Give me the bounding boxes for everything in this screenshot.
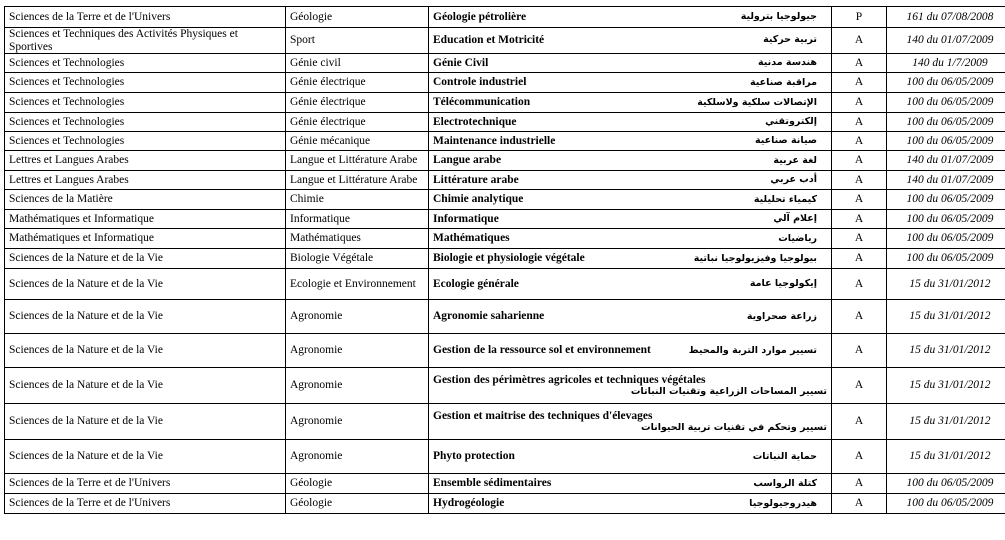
filiere-cell: Agronomie bbox=[286, 368, 429, 404]
specialty-fr: Génie Civil bbox=[433, 56, 489, 69]
specialty-fr: Gestion des périmètres agricoles et techniques végétales bbox=[433, 374, 706, 387]
specialty-ar: تسيير المساحات الزراعية وتقنيات النباتات bbox=[630, 385, 827, 397]
type-cell: A bbox=[832, 474, 887, 494]
domain-cell: Sciences de la Matière bbox=[5, 190, 286, 210]
reference-cell: 100 du 06/05/2009 bbox=[887, 474, 1005, 494]
specialty-ar: هندسة مدنية bbox=[758, 57, 817, 69]
specialty-cell bbox=[429, 474, 832, 494]
table-row bbox=[5, 494, 1005, 514]
filiere-cell: Agronomie bbox=[286, 404, 429, 440]
reference-cell: 15 du 31/01/2012 bbox=[887, 404, 1005, 440]
table-row bbox=[5, 73, 1005, 93]
filiere-cell: Génie civil bbox=[286, 54, 429, 73]
table-row bbox=[5, 404, 1005, 440]
domain-cell: Sciences de la Nature et de la Vie bbox=[5, 404, 286, 440]
table-row bbox=[5, 334, 1005, 368]
type-cell: A bbox=[832, 28, 887, 54]
specialty-ar: جيولوجيا بترولية bbox=[740, 10, 817, 22]
specialty-fr: Télécommunication bbox=[433, 96, 531, 109]
specialty-cell bbox=[429, 210, 832, 229]
domain-cell: Mathématiques et Informatique bbox=[5, 229, 286, 249]
domain-cell: Lettres et Langues Arabes bbox=[5, 151, 286, 171]
reference-cell: 100 du 06/05/2009 bbox=[887, 249, 1005, 269]
type-cell: A bbox=[832, 171, 887, 190]
domain-cell: Sciences et Technologies bbox=[5, 132, 286, 151]
domain-cell: Sciences et Technologies bbox=[5, 73, 286, 93]
specialty-cell bbox=[429, 93, 832, 113]
specialty-cell bbox=[429, 249, 832, 269]
specialty-ar: بيولوجيا وفيزيولوجيا نباتية bbox=[693, 252, 817, 264]
table-row bbox=[5, 474, 1005, 494]
filiere-cell: Géologie bbox=[286, 474, 429, 494]
specialty-cell bbox=[429, 269, 832, 300]
domain-cell: Sciences de la Terre et de l'Univers bbox=[5, 474, 286, 494]
table-row bbox=[5, 210, 1005, 229]
specialty-fr: Phyto protection bbox=[433, 450, 515, 463]
specialty-fr: Electrotechnique bbox=[433, 115, 517, 128]
domain-cell: Sciences et Technologies bbox=[5, 54, 286, 73]
table-row bbox=[5, 440, 1005, 474]
domain-cell: Sciences et Technologies bbox=[5, 93, 286, 113]
type-cell: A bbox=[832, 132, 887, 151]
table-row bbox=[5, 171, 1005, 190]
type-cell: A bbox=[832, 54, 887, 73]
table-row bbox=[5, 151, 1005, 171]
type-cell: A bbox=[832, 249, 887, 269]
specialty-cell bbox=[429, 494, 832, 514]
table-row bbox=[5, 93, 1005, 113]
specialty-fr: Géologie pétrolière bbox=[433, 10, 527, 23]
type-cell: A bbox=[832, 210, 887, 229]
specialty-fr: Biologie et physiologie végétale bbox=[433, 252, 585, 265]
table-row bbox=[5, 113, 1005, 132]
filiere-cell: Géologie bbox=[286, 494, 429, 514]
specialty-ar: إعلام آلي bbox=[773, 213, 817, 225]
reference-cell: 100 du 06/05/2009 bbox=[887, 494, 1005, 514]
specialty-ar: تسيير موارد التربة والمحيط bbox=[688, 344, 817, 356]
filiere-cell: Géologie bbox=[286, 7, 429, 28]
type-cell: A bbox=[832, 404, 887, 440]
specialty-fr: Mathématiques bbox=[433, 232, 510, 245]
filiere-cell: Informatique bbox=[286, 210, 429, 229]
domain-cell: Sciences de la Nature et de la Vie bbox=[5, 300, 286, 334]
filiere-cell: Génie électrique bbox=[286, 73, 429, 93]
filiere-cell: Biologie Végétale bbox=[286, 249, 429, 269]
specialty-fr: Hydrogéologie bbox=[433, 497, 505, 510]
reference-cell: 161 du 07/08/2008 bbox=[887, 7, 1005, 28]
filiere-cell: Génie électrique bbox=[286, 113, 429, 132]
type-cell: A bbox=[832, 93, 887, 113]
table-row bbox=[5, 54, 1005, 73]
type-cell: A bbox=[832, 300, 887, 334]
specialty-cell bbox=[429, 229, 832, 249]
specialty-ar: هيدروجيولوجيا bbox=[749, 497, 817, 509]
type-cell: A bbox=[832, 73, 887, 93]
filiere-cell: Ecologie et Environnement bbox=[286, 269, 429, 300]
filiere-cell: Langue et Littérature Arabe bbox=[286, 151, 429, 171]
table-row bbox=[5, 269, 1005, 300]
specialty-cell bbox=[429, 54, 832, 73]
domain-cell: Sciences de la Nature et de la Vie bbox=[5, 368, 286, 404]
specialty-fr: Gestion de la ressource sol et environnement bbox=[433, 344, 651, 357]
specialty-ar: زراعة صحراوية bbox=[746, 310, 817, 322]
specialty-cell bbox=[429, 171, 832, 190]
reference-cell: 100 du 06/05/2009 bbox=[887, 190, 1005, 210]
specialty-ar: إلكتروتقني bbox=[765, 116, 817, 128]
specialty-cell bbox=[429, 300, 832, 334]
specialty-ar: كتلة الرواسب bbox=[753, 477, 817, 489]
filiere-cell: Chimie bbox=[286, 190, 429, 210]
type-cell: A bbox=[832, 334, 887, 368]
specialty-fr: Gestion et maitrise des techniques d'élevages bbox=[433, 410, 653, 423]
reference-cell: 100 du 06/05/2009 bbox=[887, 93, 1005, 113]
reference-cell: 15 du 31/01/2012 bbox=[887, 334, 1005, 368]
table-row bbox=[5, 132, 1005, 151]
filiere-cell: Mathématiques bbox=[286, 229, 429, 249]
table-row bbox=[5, 7, 1005, 28]
reference-cell: 100 du 06/05/2009 bbox=[887, 113, 1005, 132]
specialty-cell bbox=[429, 334, 832, 368]
specialty-ar: أدب عربي bbox=[770, 174, 817, 186]
specialty-fr: Education et Motricité bbox=[433, 34, 545, 47]
specialty-cell bbox=[429, 151, 832, 171]
table-row bbox=[5, 300, 1005, 334]
type-cell: A bbox=[832, 229, 887, 249]
specialty-cell bbox=[429, 28, 832, 54]
table-row bbox=[5, 229, 1005, 249]
specialty-ar: حماية النباتات bbox=[752, 450, 817, 462]
table-row bbox=[5, 28, 1005, 54]
specialty-cell bbox=[429, 7, 832, 28]
filiere-cell: Langue et Littérature Arabe bbox=[286, 171, 429, 190]
filiere-cell: Génie électrique bbox=[286, 93, 429, 113]
specialty-fr: Ecologie générale bbox=[433, 277, 519, 290]
domain-cell: Sciences de la Nature et de la Vie bbox=[5, 269, 286, 300]
specialty-cell bbox=[429, 440, 832, 474]
type-cell: A bbox=[832, 269, 887, 300]
filiere-cell: Agronomie bbox=[286, 300, 429, 334]
domain-cell: Mathématiques et Informatique bbox=[5, 210, 286, 229]
specialty-cell bbox=[429, 132, 832, 151]
specialty-ar: صيانة صناعية bbox=[754, 135, 817, 147]
type-cell: A bbox=[832, 113, 887, 132]
specialty-cell bbox=[429, 404, 832, 440]
specialty-fr: Agronomie saharienne bbox=[433, 310, 545, 323]
domain-cell: Sciences et Techniques des Activités Physiques et Sportives bbox=[5, 28, 286, 54]
reference-cell: 100 du 06/05/2009 bbox=[887, 73, 1005, 93]
specialty-fr: Chimie analytique bbox=[433, 193, 524, 206]
filiere-cell: Agronomie bbox=[286, 334, 429, 368]
specialties-table bbox=[4, 6, 1005, 514]
reference-cell: 140 du 01/07/2009 bbox=[887, 28, 1005, 54]
reference-cell: 15 du 31/01/2012 bbox=[887, 368, 1005, 404]
filiere-cell: Génie mécanique bbox=[286, 132, 429, 151]
specialty-cell bbox=[429, 73, 832, 93]
domain-cell: Sciences et Technologies bbox=[5, 113, 286, 132]
specialty-fr: Maintenance industrielle bbox=[433, 134, 556, 147]
specialty-ar: تربية حركية bbox=[763, 34, 817, 46]
reference-cell: 100 du 06/05/2009 bbox=[887, 229, 1005, 249]
type-cell: A bbox=[832, 368, 887, 404]
table-row bbox=[5, 190, 1005, 210]
reference-cell: 15 du 31/01/2012 bbox=[887, 440, 1005, 474]
table-row bbox=[5, 249, 1005, 269]
specialty-cell bbox=[429, 113, 832, 132]
specialty-fr: Ensemble sédimentaires bbox=[433, 477, 552, 490]
specialty-ar: تسيير وتحكم في تقنيات تربية الحيوانات bbox=[641, 421, 827, 433]
type-cell: A bbox=[832, 151, 887, 171]
reference-cell: 100 du 06/05/2009 bbox=[887, 210, 1005, 229]
domain-cell: Sciences de la Nature et de la Vie bbox=[5, 249, 286, 269]
reference-cell: 15 du 31/01/2012 bbox=[887, 300, 1005, 334]
specialty-fr: Littérature arabe bbox=[433, 173, 519, 186]
specialty-ar: كيمياء تحليلية bbox=[753, 193, 817, 205]
domain-cell: Sciences de la Nature et de la Vie bbox=[5, 440, 286, 474]
reference-cell: 100 du 06/05/2009 bbox=[887, 132, 1005, 151]
domain-cell: Sciences de la Terre et de l'Univers bbox=[5, 494, 286, 514]
specialty-ar: مراقبة صناعية bbox=[750, 76, 817, 88]
domain-cell: Lettres et Langues Arabes bbox=[5, 171, 286, 190]
type-cell: A bbox=[832, 494, 887, 514]
specialty-fr: Langue arabe bbox=[433, 154, 502, 167]
filiere-cell: Agronomie bbox=[286, 440, 429, 474]
type-cell: A bbox=[832, 440, 887, 474]
specialty-ar: الإتصالات سلكية ولاسلكية bbox=[697, 96, 817, 108]
domain-cell: Sciences de la Terre et de l'Univers bbox=[5, 7, 286, 28]
reference-cell: 140 du 01/07/2009 bbox=[887, 171, 1005, 190]
type-cell: A bbox=[832, 190, 887, 210]
specialty-ar: إيكولوجيا عامة bbox=[749, 278, 817, 290]
specialty-fr: Informatique bbox=[433, 212, 499, 225]
specialty-ar: رياضيات bbox=[778, 232, 817, 244]
specialty-fr: Controle industriel bbox=[433, 76, 527, 89]
reference-cell: 140 du 01/07/2009 bbox=[887, 151, 1005, 171]
specialty-ar: لغة عربية bbox=[773, 154, 817, 166]
specialty-cell bbox=[429, 190, 832, 210]
specialty-cell bbox=[429, 368, 832, 404]
table-row bbox=[5, 368, 1005, 404]
domain-cell: Sciences de la Nature et de la Vie bbox=[5, 334, 286, 368]
reference-cell: 140 du 1/7/2009 bbox=[887, 54, 1005, 73]
reference-cell: 15 du 31/01/2012 bbox=[887, 269, 1005, 300]
type-cell: P bbox=[832, 7, 887, 28]
filiere-cell: Sport bbox=[286, 28, 429, 54]
